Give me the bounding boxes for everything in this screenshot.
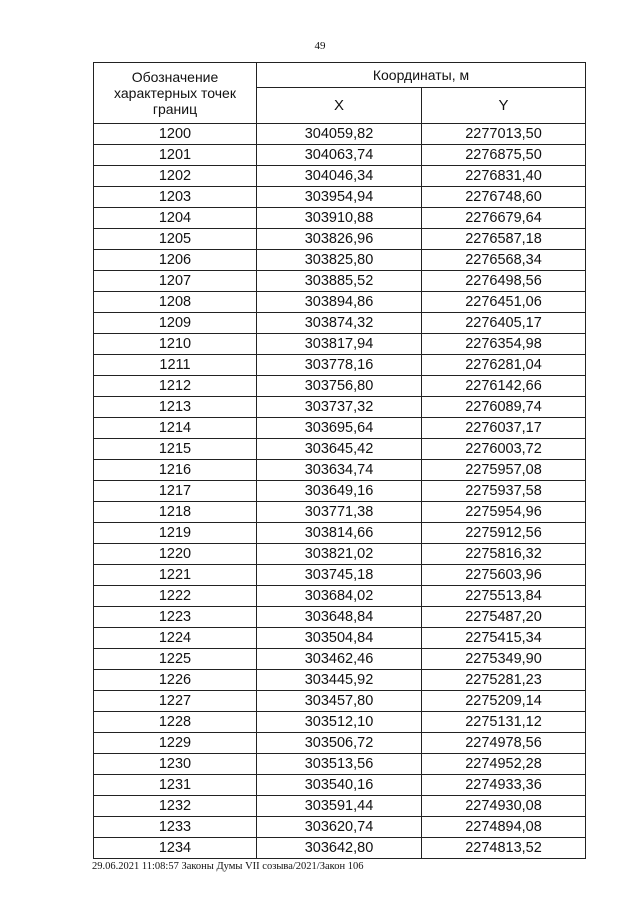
- x-coordinate-cell: 303445,92: [257, 670, 422, 691]
- x-coordinate-cell: 303513,56: [257, 754, 422, 775]
- x-coordinate-cell: 303504,84: [257, 628, 422, 649]
- point-id-cell: 1221: [94, 565, 257, 586]
- y-coordinate-cell: 2276405,17: [422, 313, 586, 334]
- x-coordinate-cell: 303821,02: [257, 544, 422, 565]
- table-body: [94, 124, 586, 859]
- y-coordinate-cell: 2275513,84: [422, 586, 586, 607]
- table-row: [94, 649, 586, 670]
- y-coordinate-cell: 2275131,12: [422, 712, 586, 733]
- y-coordinate-cell: 2275954,96: [422, 502, 586, 523]
- point-id-cell: 1230: [94, 754, 257, 775]
- table-row: [94, 670, 586, 691]
- point-id-cell: 1231: [94, 775, 257, 796]
- x-coordinate-cell: 304059,82: [257, 124, 422, 145]
- x-coordinate-cell: 303649,16: [257, 481, 422, 502]
- footer-stamp: 29.06.2021 11:08:57 Законы Думы VII созыва/2021/Закон 106: [92, 861, 364, 872]
- y-coordinate-cell: 2277013,50: [422, 124, 586, 145]
- table-row: [94, 565, 586, 586]
- x-coordinate-cell: 303642,80: [257, 838, 422, 859]
- table-row: [94, 691, 586, 712]
- x-coordinate-cell: 303695,64: [257, 418, 422, 439]
- y-coordinate-cell: 2274978,56: [422, 733, 586, 754]
- point-id-cell: 1222: [94, 586, 257, 607]
- x-coordinate-cell: 303778,16: [257, 355, 422, 376]
- x-coordinate-cell: 303874,32: [257, 313, 422, 334]
- point-id-cell: 1217: [94, 481, 257, 502]
- y-coordinate-cell: 2275415,34: [422, 628, 586, 649]
- point-id-cell: 1228: [94, 712, 257, 733]
- x-coordinate-cell: 303457,80: [257, 691, 422, 712]
- table-row: [94, 460, 586, 481]
- point-id-cell: 1209: [94, 313, 257, 334]
- y-coordinate-cell: 2275487,20: [422, 607, 586, 628]
- table-row: [94, 586, 586, 607]
- x-coordinate-cell: 303648,84: [257, 607, 422, 628]
- point-id-cell: 1206: [94, 250, 257, 271]
- y-coordinate-cell: 2276587,18: [422, 229, 586, 250]
- y-coordinate-cell: 2274813,52: [422, 838, 586, 859]
- y-coordinate-cell: 2276003,72: [422, 439, 586, 460]
- point-id-cell: 1223: [94, 607, 257, 628]
- y-coordinate-cell: 2276089,74: [422, 397, 586, 418]
- point-id-cell: 1234: [94, 838, 257, 859]
- x-coordinate-cell: 303771,38: [257, 502, 422, 523]
- y-coordinate-cell: 2276748,60: [422, 187, 586, 208]
- point-id-cell: 1208: [94, 292, 257, 313]
- point-id-cell: 1211: [94, 355, 257, 376]
- table-row: [94, 796, 586, 817]
- y-coordinate-cell: 2276875,50: [422, 145, 586, 166]
- point-id-cell: 1204: [94, 208, 257, 229]
- x-coordinate-cell: 304063,74: [257, 145, 422, 166]
- y-coordinate-cell: 2276831,40: [422, 166, 586, 187]
- y-coordinate-cell: 2275209,14: [422, 691, 586, 712]
- x-coordinate-cell: 303814,66: [257, 523, 422, 544]
- point-id-cell: 1200: [94, 124, 257, 145]
- x-coordinate-cell: 304046,34: [257, 166, 422, 187]
- y-coordinate-cell: 2276498,56: [422, 271, 586, 292]
- point-id-cell: 1227: [94, 691, 257, 712]
- point-id-cell: 1233: [94, 817, 257, 838]
- x-coordinate-cell: 303506,72: [257, 733, 422, 754]
- y-coordinate-cell: 2275937,58: [422, 481, 586, 502]
- table-row: [94, 838, 586, 859]
- point-id-cell: 1219: [94, 523, 257, 544]
- y-coordinate-cell: 2275281,23: [422, 670, 586, 691]
- x-coordinate-cell: 303634,74: [257, 460, 422, 481]
- point-id-cell: 1205: [94, 229, 257, 250]
- table-row: [94, 376, 586, 397]
- x-coordinate-cell: 303825,80: [257, 250, 422, 271]
- y-coordinate-cell: 2275912,56: [422, 523, 586, 544]
- table-row: [94, 628, 586, 649]
- y-coordinate-cell: 2276354,98: [422, 334, 586, 355]
- table-row: [94, 733, 586, 754]
- y-coordinate-cell: 2276451,06: [422, 292, 586, 313]
- table-row: [94, 271, 586, 292]
- point-id-cell: 1214: [94, 418, 257, 439]
- table-row: [94, 250, 586, 271]
- table-row: [94, 481, 586, 502]
- x-header: X: [257, 88, 422, 124]
- y-coordinate-cell: 2276281,04: [422, 355, 586, 376]
- y-coordinate-cell: 2276568,34: [422, 250, 586, 271]
- table-row: [94, 208, 586, 229]
- y-coordinate-cell: 2275816,32: [422, 544, 586, 565]
- y-coordinate-cell: 2274930,08: [422, 796, 586, 817]
- table-row: [94, 754, 586, 775]
- point-id-cell: 1213: [94, 397, 257, 418]
- page-number: 49: [314, 40, 326, 52]
- y-coordinate-cell: 2274952,28: [422, 754, 586, 775]
- table-row: [94, 775, 586, 796]
- point-id-cell: 1220: [94, 544, 257, 565]
- table-row: [94, 124, 586, 145]
- y-coordinate-cell: 2274894,08: [422, 817, 586, 838]
- table-row: [94, 439, 586, 460]
- table-row: [94, 292, 586, 313]
- point-id-cell: 1218: [94, 502, 257, 523]
- table-row: [94, 544, 586, 565]
- y-coordinate-cell: 2276679,64: [422, 208, 586, 229]
- point-id-cell: 1225: [94, 649, 257, 670]
- point-id-cell: 1202: [94, 166, 257, 187]
- coords-header: Координаты, м: [257, 63, 586, 88]
- table-row: [94, 607, 586, 628]
- x-coordinate-cell: 303737,32: [257, 397, 422, 418]
- table-row: [94, 523, 586, 544]
- coordinates-table: [93, 62, 586, 859]
- x-coordinate-cell: 303462,46: [257, 649, 422, 670]
- point-id-cell: 1216: [94, 460, 257, 481]
- table-row: [94, 145, 586, 166]
- table-row: [94, 502, 586, 523]
- x-coordinate-cell: 303817,94: [257, 334, 422, 355]
- table-row: [94, 313, 586, 334]
- point-id-cell: 1226: [94, 670, 257, 691]
- table-row: [94, 334, 586, 355]
- y-coordinate-cell: 2275957,08: [422, 460, 586, 481]
- table-row: [94, 712, 586, 733]
- point-id-cell: 1224: [94, 628, 257, 649]
- y-coordinate-cell: 2275603,96: [422, 565, 586, 586]
- point-id-cell: 1210: [94, 334, 257, 355]
- y-coordinate-cell: 2276142,66: [422, 376, 586, 397]
- y-coordinate-cell: 2275349,90: [422, 649, 586, 670]
- point-id-cell: 1232: [94, 796, 257, 817]
- x-coordinate-cell: 303885,52: [257, 271, 422, 292]
- x-coordinate-cell: 303645,42: [257, 439, 422, 460]
- table-row: [94, 166, 586, 187]
- x-coordinate-cell: 303894,86: [257, 292, 422, 313]
- x-coordinate-cell: 303684,02: [257, 586, 422, 607]
- x-coordinate-cell: 303512,10: [257, 712, 422, 733]
- table-row: [94, 355, 586, 376]
- point-id-cell: 1215: [94, 439, 257, 460]
- table-row: [94, 418, 586, 439]
- y-coordinate-cell: 2274933,36: [422, 775, 586, 796]
- point-id-cell: 1201: [94, 145, 257, 166]
- point-id-cell: 1203: [94, 187, 257, 208]
- x-coordinate-cell: 303756,80: [257, 376, 422, 397]
- y-header: Y: [422, 88, 586, 124]
- x-coordinate-cell: 303910,88: [257, 208, 422, 229]
- x-coordinate-cell: 303954,94: [257, 187, 422, 208]
- table-row: [94, 817, 586, 838]
- point-id-cell: 1229: [94, 733, 257, 754]
- x-coordinate-cell: 303620,74: [257, 817, 422, 838]
- points-header: Обозначение характерных точек границ: [94, 63, 257, 124]
- table-row: [94, 397, 586, 418]
- y-coordinate-cell: 2276037,17: [422, 418, 586, 439]
- table-row: [94, 229, 586, 250]
- point-id-cell: 1207: [94, 271, 257, 292]
- point-id-cell: 1212: [94, 376, 257, 397]
- x-coordinate-cell: 303826,96: [257, 229, 422, 250]
- table-row: [94, 187, 586, 208]
- x-coordinate-cell: 303540,16: [257, 775, 422, 796]
- x-coordinate-cell: 303745,18: [257, 565, 422, 586]
- x-coordinate-cell: 303591,44: [257, 796, 422, 817]
